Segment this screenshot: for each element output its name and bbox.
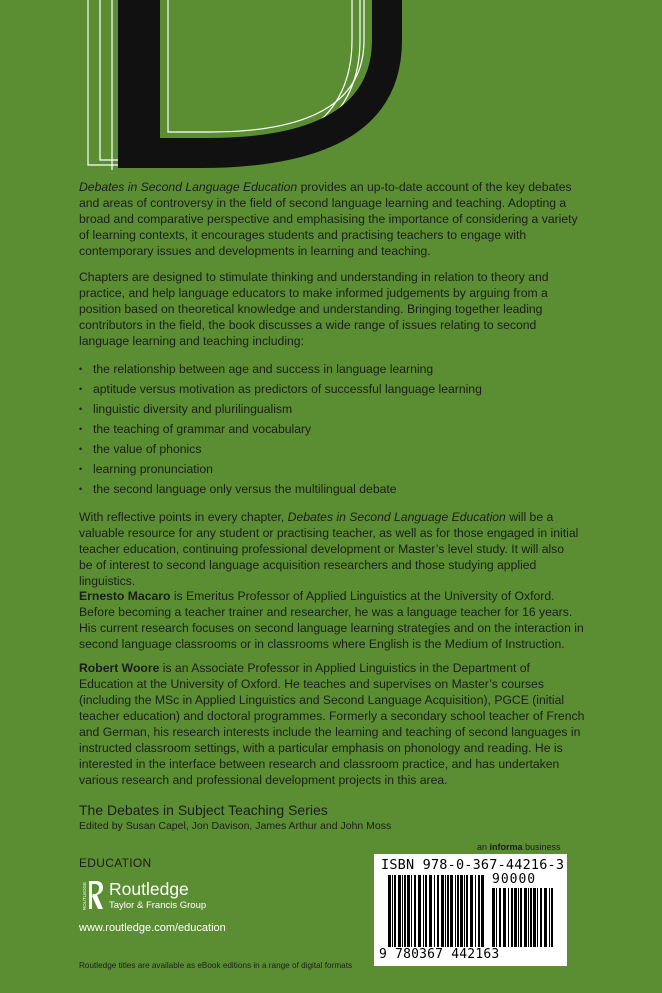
routledge-vertical-text: ROUTLEDGE (82, 881, 87, 910)
barcode-bar (460, 875, 463, 947)
barcode-bar (508, 888, 509, 947)
barcode-bar (544, 888, 547, 947)
barcode-bar (418, 875, 421, 947)
routledge-r-icon (79, 878, 105, 912)
price-code: 90000 (492, 872, 537, 887)
barcode-bar (455, 875, 456, 947)
ean-barcode (388, 875, 488, 947)
publisher-name: Routledge (109, 879, 189, 899)
author-bio: Robert Woore is an Associate Professor in Applied Linguistics in the Department of Education at the University of Oxford. He teaches and supervises on Master’s courses (including the MSc in Applied Linguistics and Second Language Acquisition), PGCE (initial teacher education) and doctoral programmes. Formerly a secondary school teacher of French and German, his research interests include the learning and teaching of second languages in instructed classroom settings, with a particular emphasis on phonology and reading. He is interested in the interface between research and classroom practice, and has undertaken various research and professional development projects in this area. (79, 661, 585, 787)
barcode-bar (475, 875, 476, 947)
barcode-bar (464, 875, 465, 947)
barcode-bar (434, 875, 435, 947)
author-bio: Ernesto Macaro is Emeritus Professor of Applied Linguistics at the University of Oxford. Before becoming a teacher trainer and researcher, he was a language teacher for 16 years. His current research focuses on second language learning strategies and on the interaction in second language classrooms or in classrooms where English is the Medium of Instruction. (79, 589, 584, 651)
barcode-panel (374, 854, 567, 966)
series-editors: Edited by Susan Capel, Jon Davison, James Arthur and John Moss (79, 820, 392, 832)
list-item: • the relationship between age and success in language learning (79, 359, 579, 379)
barcode-bar (437, 875, 439, 947)
barcode-bar (481, 875, 484, 947)
barcode-bar (511, 888, 513, 947)
routledge-logo (79, 878, 279, 914)
list-item: • the value of phonics (79, 439, 579, 459)
description-paragraph-1: Debates in Second Language Education provides an up-to-date account of the key debates and areas of controversy in the field of second language learning and teaching. Adopting a broad and comparative perspective and emphasising the importance of considering a variety of learning contexts, it encourages students and practising teachers to engage with contemporary issues and developments in learning and teaching. (79, 180, 578, 258)
barcode-bar (478, 875, 480, 947)
series-title: The Debates in Subject Teaching Series (79, 802, 328, 818)
barcode-bar (492, 888, 495, 947)
barcode-bar (549, 888, 550, 947)
list-item: • learning pronunciation (79, 459, 579, 479)
barcode-bar (537, 888, 538, 947)
letter-d-graphic (60, 0, 420, 172)
barcode-bar (499, 888, 501, 947)
barcode-bar (398, 875, 401, 947)
barcode-bar (394, 875, 396, 947)
ebook-note: Routledge titles are available as eBook editions in a range of digital formats (79, 961, 353, 970)
book-description (79, 179, 579, 599)
list-item: • the second language only versus the multilingual debate (79, 479, 579, 499)
barcode-bar (388, 875, 391, 947)
author-name: Robert Woore (79, 661, 160, 675)
barcode-bar (402, 875, 403, 947)
barcode-bar (466, 875, 468, 947)
book-title-italic: Debates in Second Language Education (79, 180, 298, 194)
barcode-bar (407, 875, 410, 947)
barcode-bar (447, 875, 449, 947)
barcode-bar (524, 888, 527, 947)
barcode-bar (425, 875, 427, 947)
subject-category: EDUCATION (79, 856, 152, 870)
barcode-bar (496, 888, 497, 947)
addon-barcode (492, 888, 554, 947)
barcode-bar (457, 875, 459, 947)
book-title-italic: Debates in Second Language Education (287, 510, 506, 524)
barcode-bar (404, 875, 406, 947)
barcode-bar (392, 875, 393, 947)
list-item: • linguistic diversity and plurilingualism (79, 399, 579, 419)
author-name: Ernesto Macaro (79, 589, 171, 603)
description-paragraph-3: With reflective points in every chapter, Debates in Second Language Education will be a valuable resource for any student or practising teacher, as well as for those engaged in initial teacher education, continuing professional development or Master’s level study. It will also be of interest to second language acquisition researchers and those studying applied linguistics. (79, 510, 579, 588)
publisher-tagline: Taylor & Francis Group (109, 900, 207, 911)
list-item: • aptitude versus motivation as predictors of successful language learning (79, 379, 579, 399)
barcode-bar (533, 888, 536, 947)
barcode-bar (518, 888, 519, 947)
barcode-bar (520, 888, 522, 947)
barcode-bar (441, 875, 444, 947)
informa-business-note: an informa business (477, 842, 561, 852)
barcode-bar (411, 875, 412, 947)
barcode-bar (528, 888, 529, 947)
barcode-bar (530, 888, 532, 947)
topic-list (79, 359, 579, 499)
barcode-bar (423, 875, 424, 947)
barcode-bar (450, 875, 453, 947)
barcode-bar (429, 875, 432, 947)
ean-digits: 9 780367 442163 (379, 947, 500, 962)
barcode-bar (540, 888, 542, 947)
description-paragraph-2: Chapters are designed to stimulate thinking and understanding in relation to theory and practice, and help language educators to make informed judgements by arguing from a position based on theoretical knowledge and understanding. Bringing together leading contributors in the field, the book discusses a wide range of issues relating to second language learning and teaching including: (79, 270, 549, 348)
barcode-bar (470, 875, 473, 947)
barcode-bar (503, 888, 506, 947)
barcode-bar (551, 888, 553, 947)
author-bios (79, 588, 587, 796)
barcode-bar (514, 888, 517, 947)
barcode-bar (445, 875, 446, 947)
barcode-bar (414, 875, 416, 947)
publisher-url[interactable]: www.routledge.com/education (79, 922, 226, 934)
list-item: • the teaching of grammar and vocabulary (79, 419, 579, 439)
isbn-label: ISBN 978-0-367-44216-3 (381, 857, 565, 873)
